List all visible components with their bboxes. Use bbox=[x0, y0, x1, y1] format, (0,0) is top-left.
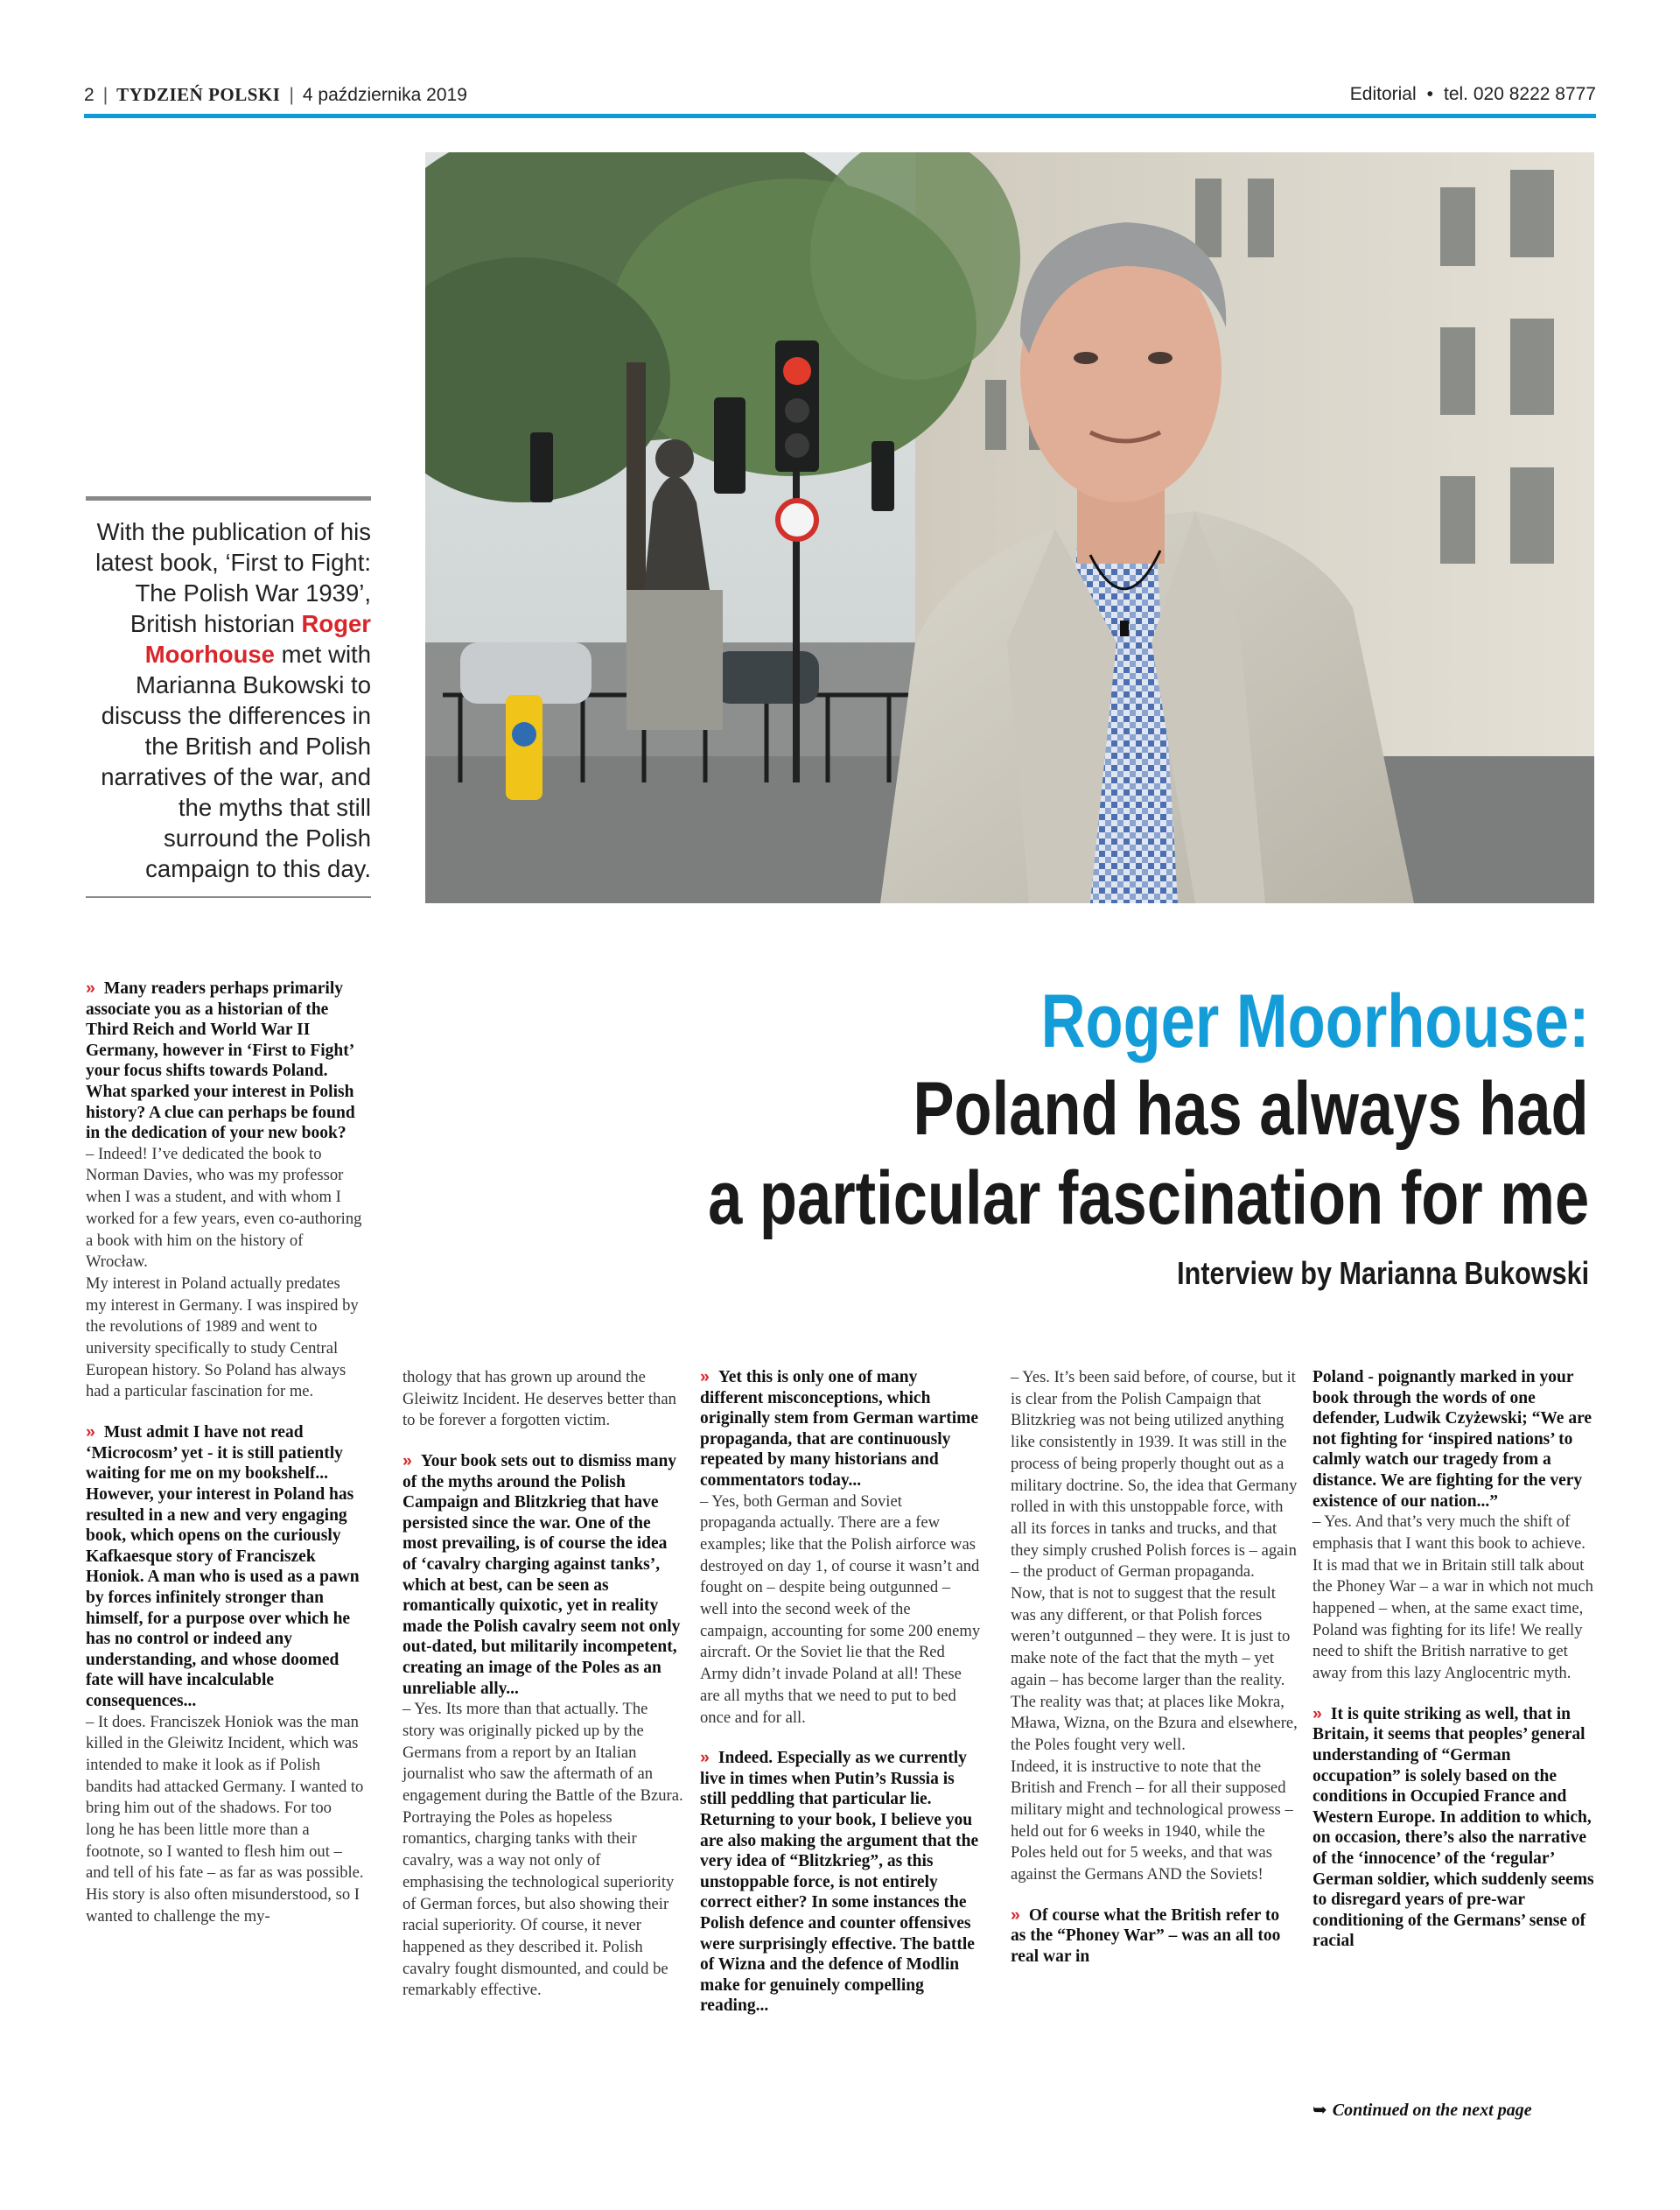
article-column-2 bbox=[402, 1367, 684, 2002]
answer-text: – Yes. Its more than that actually. The story was originally picked up by the Germans from a report by an Italian journalist who saw the aftermath of an engagement during the Battle of the Bzura. Portraying the Poles as hopeless romantics, charging tanks with their cavalry, was a way not only of emphasising the technological superiority of German forces, but also showing their racial superiority. Of course, it never happened as they described it. Polish cavalry fought dismounted, and could be remarkably effective. bbox=[402, 1700, 683, 2000]
answer-text: My interest in Poland actually predates my interest in Germany. I was inspired by the revolutions of 1989 and went to university specifically to study Central European history. So Poland has always had a particular fascination for me. bbox=[86, 1273, 359, 1401]
question-text: Poland - poignantly marked in your book through the words of one defender, Ludwik Czyżewski; “We are not fighting for ‘inspired nations’ to calmly watch our tragedy from a distance. We are fighting for the very existence of our nation...” bbox=[1312, 1368, 1592, 1511]
header-bullet: • bbox=[1426, 84, 1433, 104]
page-number: 2 bbox=[84, 85, 94, 105]
article-column-4 bbox=[1011, 1367, 1298, 1968]
phone-number: tel. 020 8222 8777 bbox=[1444, 84, 1596, 104]
question-text: Indeed. Especially as we currently live in times when Putin’s Russia is still peddling that particular lie. Returning to your book, I believe you are also making the argument that the very idea of “Blitzkrieg”, as this unstoppable force, is not entirely correct either? In some instances the Polish defence and counter offensives were surprisingly effective. The battle of Wizna and the defence of Modlin make for genuinely compelling reading... bbox=[700, 1749, 979, 2016]
question bbox=[1011, 1905, 1298, 1968]
page-header bbox=[84, 77, 1596, 112]
article-column-1 bbox=[86, 979, 364, 1928]
answer-text: – Yes, both German and Soviet propaganda actually. There are a few examples; like that the Polish airforce was destroyed on day 1, of course it wasn’t and fought on – despite being outgunned – well into the second week of the campaign, accounting for some 200 enemy aircraft. Or the Soviet lie that the Red Army didn’t invade Poland at all! These are all myths that we need to put to bed once and for all. bbox=[700, 1491, 981, 1727]
header-left bbox=[84, 84, 467, 106]
header-rule bbox=[84, 114, 1596, 118]
intro-rule-bottom bbox=[86, 896, 371, 898]
question-text: Yet this is only one of many different misconceptions, which originally stem from German wartime propaganda, that are continuously repeated by many historians and commentators today... bbox=[700, 1368, 979, 1490]
answer-text: Indeed, it is instructive to note that the British and French – for all their supposed military might and technological prowess – held out for 6 weeks in 1940, while the Poles held out for 5 weeks, and that was against the Germans AND the Soviets! bbox=[1011, 1757, 1293, 1884]
article-column-5 bbox=[1312, 1367, 1594, 1952]
answer-text: – Indeed! I’ve dedicated the book to Norman Davies, who was my professor when I was a student, and with whom I worked for a few years, even co-authoring a book with him on the history of Wrocław. bbox=[86, 1144, 362, 1272]
question-text: Many readers perhaps primarily associate you as a historian of the Third Reich and World War II Germany, however in ‘First to Fight’ your focus shifts towards Poland. What sparked your interest in Polish history? A clue can perhaps be found in the dedication of your new book? bbox=[86, 979, 355, 1143]
issue-date: 4 października 2019 bbox=[302, 85, 467, 105]
question-marker-icon: » bbox=[86, 979, 95, 998]
intro-text-after: met with Marianna Bukowski to discuss the differences in the British and Polish narratives of the war, and the myths that still surround the Polish campaign to this day. bbox=[101, 641, 371, 882]
portrait-photo bbox=[425, 152, 1594, 903]
question-marker-icon: » bbox=[700, 1367, 710, 1386]
question-marker-icon: » bbox=[86, 1422, 95, 1442]
intro-blurb bbox=[86, 516, 371, 884]
question-marker-icon: » bbox=[1312, 1703, 1322, 1723]
question bbox=[402, 1451, 684, 1699]
newspaper-brand: TYDZIEŃ POLSKI bbox=[116, 84, 281, 105]
portrait-photo-illustration bbox=[425, 152, 1594, 903]
headline-line-2: Poland has always had bbox=[913, 1067, 1589, 1151]
answer-text: – Yes. It’s been said before, of course, but it is clear from the Polish Campaign that Blitzkrieg was not being utilized anything like consistently in 1939. It was still in the process of being properly thought out as a military doctrine. So, the idea that Germany rolled in with this unstoppable force, with all its forces in tanks and trucks, and that they simply crushed Polish forces is – again – the product of German propaganda. bbox=[1011, 1368, 1298, 1582]
continued-text: Continued on the next page bbox=[1332, 2101, 1532, 2120]
header-right bbox=[1350, 84, 1596, 105]
headline-name: Roger Moorhouse: bbox=[1040, 979, 1589, 1063]
question bbox=[1312, 1704, 1594, 1952]
question-text: It is quite striking as well, that in Britain, it seems that peoples’ general understanding of “German occupation” is solely based on the conditions in Occupied France and Western Europe. In addition to which, on occasion, there’s also the narrative of the ‘innocence’ of the ‘regular’ German soldier, which suddenly seems to disregard years of pre-war conditioning of the Germans’ sense of racial bbox=[1312, 1704, 1594, 1951]
header-divider: | bbox=[289, 85, 294, 105]
question-marker-icon: » bbox=[1011, 1905, 1020, 1925]
answer-text: thology that has grown up around the Gleiwitz Incident. He deserves better than to be forever a forgotten victim. bbox=[402, 1368, 676, 1430]
intro-rule-top bbox=[86, 496, 371, 501]
answer-text: – It does. Franciszek Honiok was the man killed in the Gleiwitz Incident, which was intended to make it look as if Polish bandits had attacked Germany. I wanted to bring him out of the shadows. For too long he has been little more than a footnote, so I wanted to flesh him out – and tell of his fate – as far as was possible. His story is also often misunderstood, so I wanted to challenge the my- bbox=[86, 1712, 364, 1926]
question bbox=[86, 1422, 364, 1711]
question-marker-icon: » bbox=[402, 1451, 412, 1471]
question-text: Of course what the British refer to as the “Phoney War” – was an all too real war in bbox=[1011, 1905, 1281, 1967]
answer-text: Now, that is not to suggest that the result was any different, or that Polish forces weren’t outgunned – they were. It is just to make note of the fact that the myth – yet again – has become larger than the reality. The reality was that; at places like Mokra, Mława, Wizna, on the Bzura and elsewhere, the Poles fought very well. bbox=[1011, 1584, 1298, 1754]
question bbox=[700, 1748, 982, 2017]
header-divider: | bbox=[102, 85, 108, 105]
byline: Interview by Marianna Bukowski bbox=[1176, 1255, 1589, 1291]
continued-arrow-icon: ➥ bbox=[1312, 2099, 1327, 2120]
article-column-3 bbox=[700, 1367, 982, 2017]
headline-line-3: a particular fascination for me bbox=[707, 1156, 1589, 1240]
question-marker-icon: » bbox=[700, 1748, 710, 1768]
question-text: Your book sets out to dismiss many of the myths around the Polish Campaign and Blitzkrieg that have persisted since the war. One of the most prevailing, is of course the idea of ‘cavalry charging against tanks’, which at best, can be seen as romantically quixotic, yet in reality made the Polish cavalry seem not only out-dated, but militarily incompetent, creating an image of the Poles as an unreliable ally... bbox=[402, 1452, 681, 1698]
intro-text-before: With the publication of his latest book, ‘First to Fight: The Polish War 1939’, British historian bbox=[95, 518, 371, 637]
answer-text: – Yes. And that’s very much the shift of emphasis that I want this book to achieve. It is mad that we in Britain still talk about the Phoney War – a war in which not much happened – when, at the same exact time, Poland was fighting for its life! We really need to shift the British narrative to get away from this lazy Anglocentric myth. bbox=[1312, 1512, 1593, 1683]
question bbox=[86, 979, 364, 1144]
section-name: Editorial bbox=[1349, 84, 1417, 104]
intro-name-highlight: Roger Moorhouse bbox=[144, 610, 371, 668]
continued-link[interactable] bbox=[1312, 2099, 1594, 2121]
question-text: Must admit I have not read ‘Microcosm’ yet - it is still patiently waiting for me on my bookshelf... However, your interest in Poland has resulted in a new and very engaging book, which opens on the curiously Kafkaesque story of Franciszek Honiok. A man who is used as a pawn by forces infinitely stronger than himself, for a purpose over which he has no control or indeed any understanding, and whose doomed fate will have incalculable consequences... bbox=[86, 1423, 360, 1710]
question bbox=[700, 1367, 982, 1491]
